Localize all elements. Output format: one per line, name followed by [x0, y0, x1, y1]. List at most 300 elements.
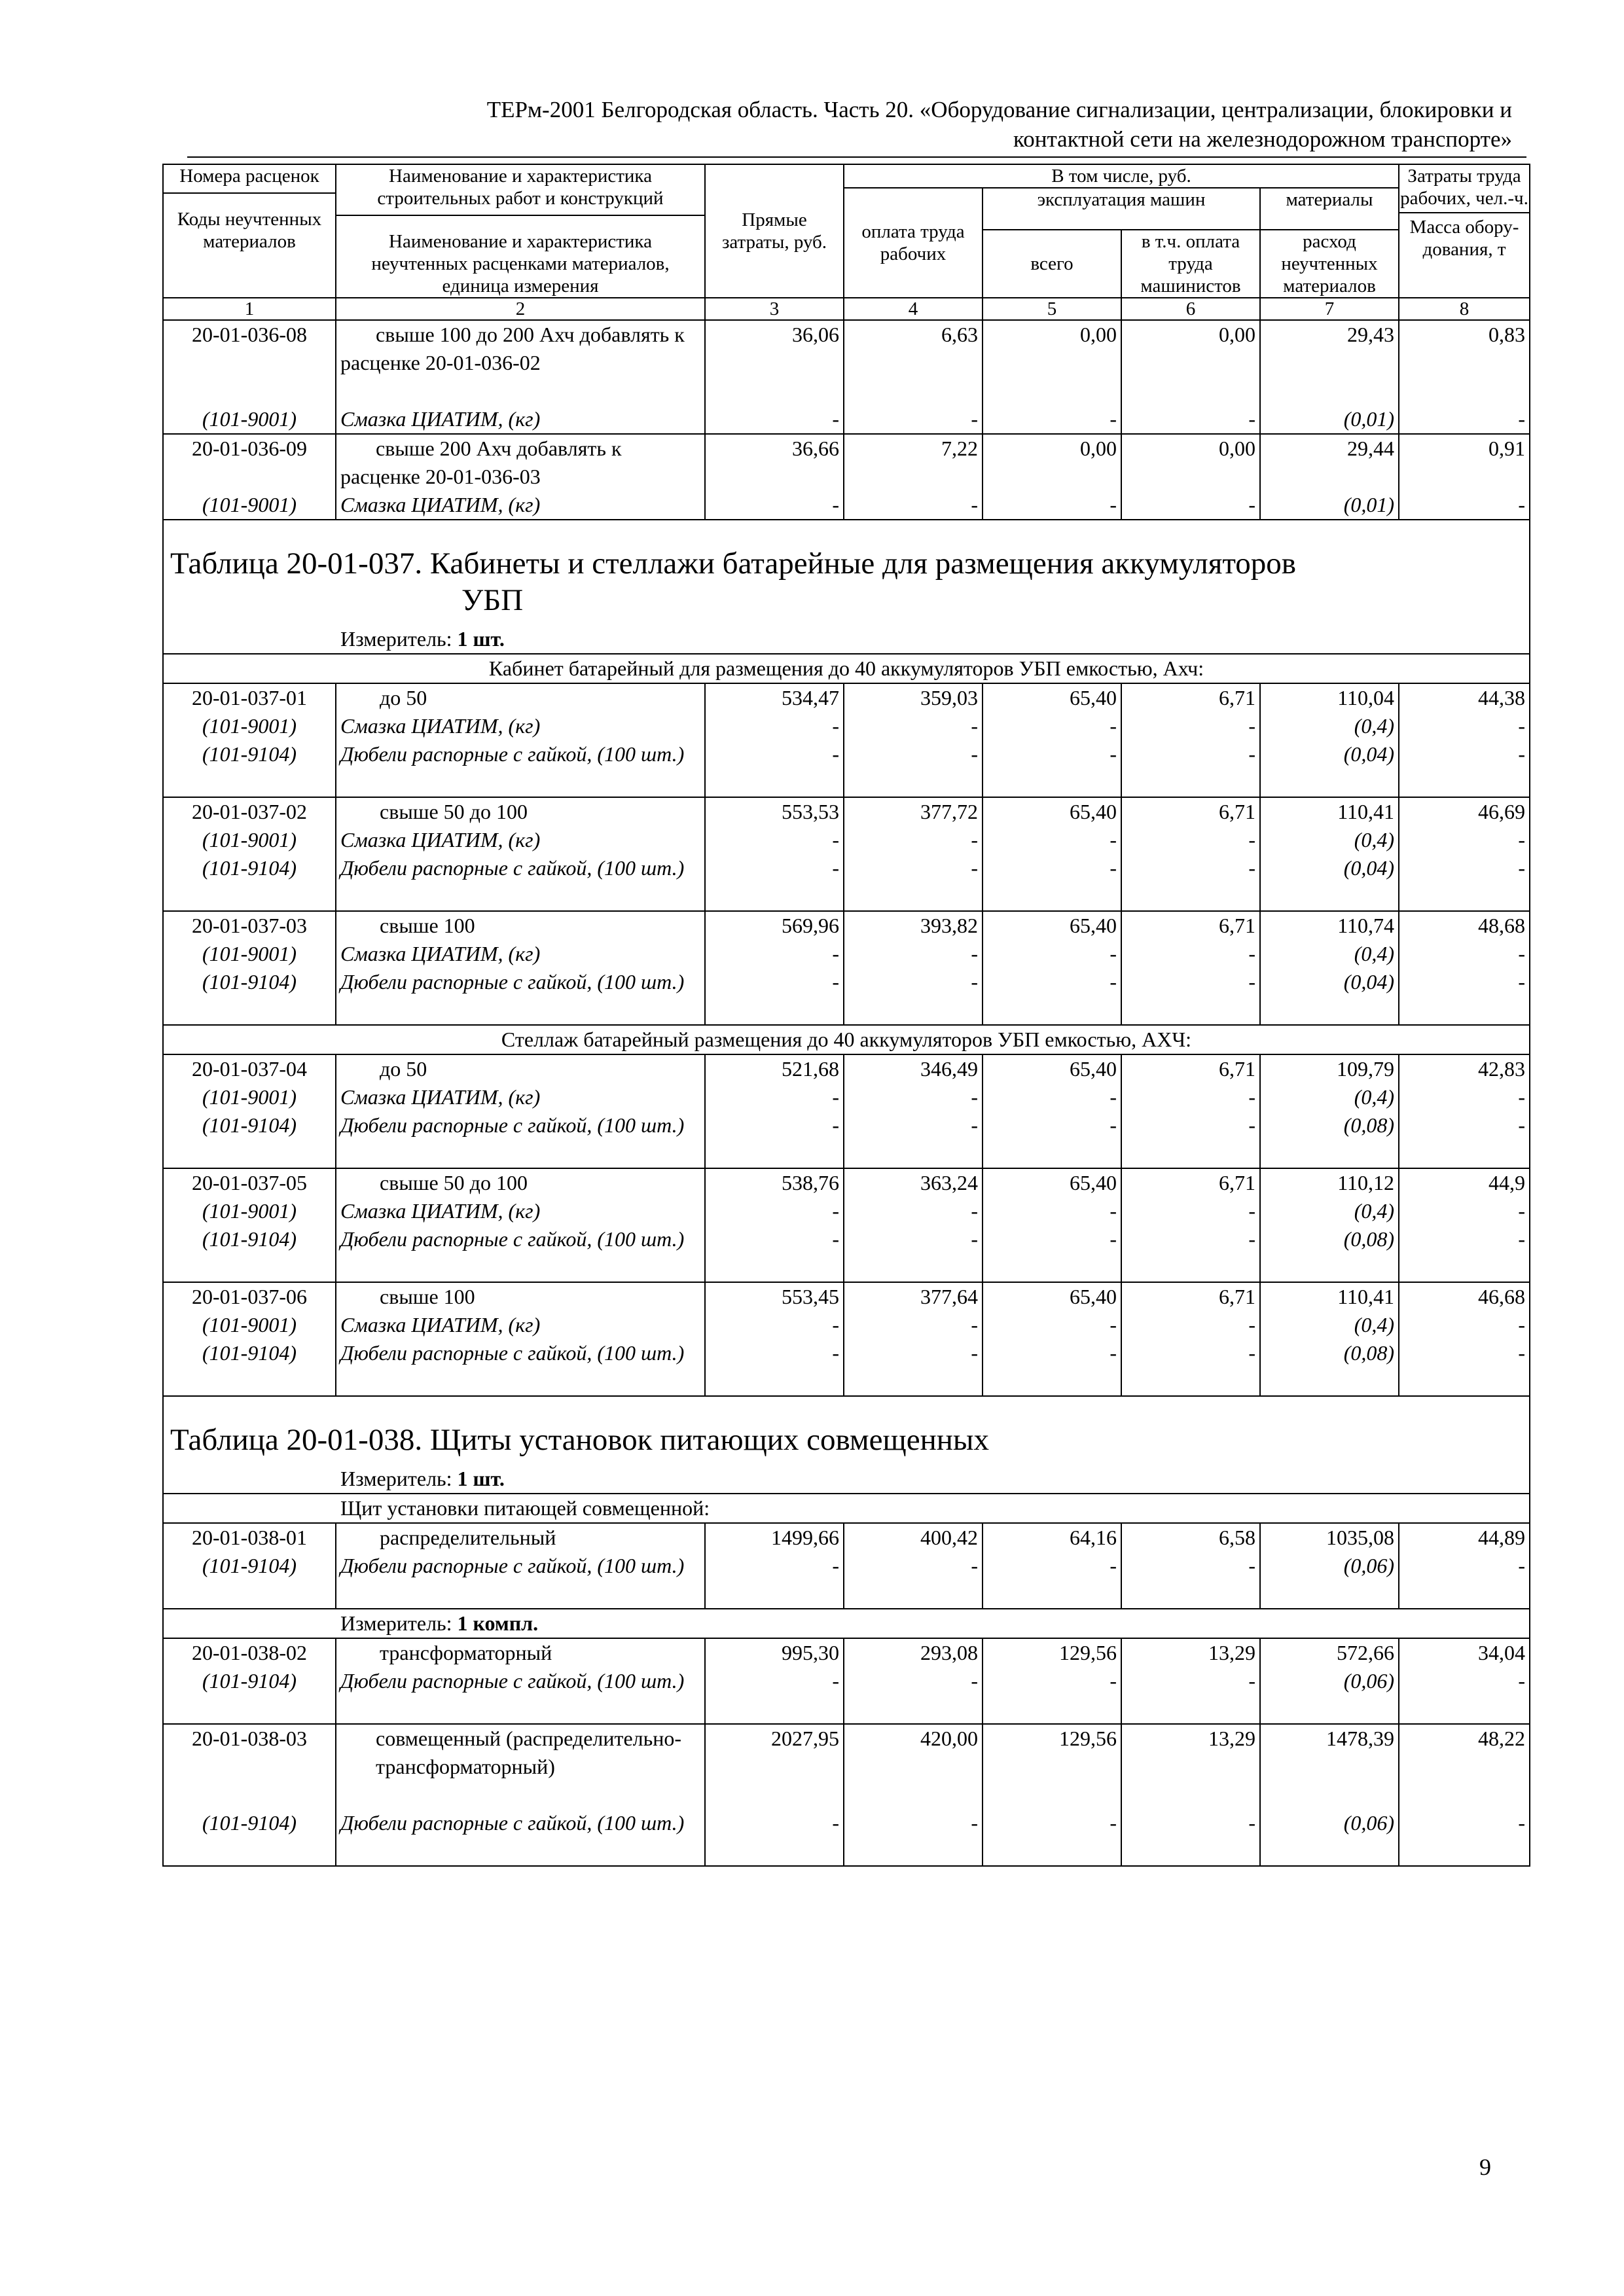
table-cell	[1121, 434, 1260, 520]
measure-label: Измеритель:	[340, 1467, 452, 1490]
cell-value: 393,82	[920, 914, 978, 937]
dash: -	[1518, 828, 1525, 852]
cell-value: (101-9104)	[202, 1341, 297, 1365]
dash: -	[832, 1811, 839, 1835]
dash: -	[971, 493, 978, 516]
cell-value: 1035,08	[1326, 1526, 1394, 1549]
dash: -	[1110, 1113, 1117, 1137]
rate-name: свыше 100	[380, 914, 475, 937]
direct-cost: 534,47	[782, 686, 839, 709]
cell-value: 48,68	[1478, 914, 1525, 937]
group-heading: Щит установки питающей совмещенной:	[163, 1494, 1530, 1523]
cell-value: 34,04	[1478, 1641, 1525, 1664]
rate-row	[163, 434, 1530, 520]
cell-value: (101-9104)	[202, 856, 297, 880]
dash: -	[971, 1199, 978, 1223]
material-code: (101-9001)	[202, 714, 297, 738]
cell-value: 6,71	[1219, 1285, 1255, 1308]
col-number: 2	[336, 298, 705, 320]
dash: -	[1518, 1554, 1525, 1577]
cell-value: Дюбели распорные с гайкой, (100 шт.)	[340, 1227, 685, 1251]
cell-value: (0,04)	[1343, 970, 1394, 994]
dash: -	[1518, 1669, 1525, 1693]
rate-row	[163, 797, 1530, 911]
rate-code: 20-01-036-08	[192, 323, 307, 346]
measure-unit	[163, 1609, 1530, 1638]
rate-name: свыше 100 до 200 Ахч добавлять к расценке 20-01-036-02	[340, 323, 685, 374]
table-cell	[1260, 1054, 1399, 1168]
machines-total: 0,00	[1080, 437, 1117, 460]
dash: -	[1110, 942, 1117, 965]
page-number: 9	[1479, 2154, 1491, 2180]
rate-row	[163, 1724, 1530, 1866]
cell-value: Дюбели распорные с гайкой, (100 шт.)	[340, 1341, 685, 1365]
table-cell	[163, 1282, 336, 1396]
dash: -	[832, 1313, 839, 1336]
table-cell	[983, 1054, 1121, 1168]
rate-row	[163, 1638, 1530, 1724]
cell-value: 42,83	[1478, 1057, 1525, 1081]
table-cell	[1399, 1638, 1530, 1724]
dash: -	[971, 1554, 978, 1577]
col8-header-bottom: Масса обору-дования, т	[1409, 217, 1519, 260]
cell-value: 64,16	[1070, 1526, 1117, 1549]
col1-header-top: Номера расценок	[164, 165, 335, 194]
cell-value: 13,29	[1208, 1727, 1255, 1750]
material-qty: (0,01)	[1343, 493, 1394, 516]
materials-header: материалы	[1260, 188, 1399, 230]
table-cell	[336, 683, 705, 797]
dash: -	[1518, 1113, 1525, 1137]
table-cell	[1121, 1638, 1260, 1724]
col8-header	[1399, 164, 1530, 298]
table-cell	[1399, 1168, 1530, 1282]
material-name: Смазка ЦИАТИМ, (кг)	[340, 493, 541, 516]
table-cell	[1121, 1523, 1260, 1609]
table-cell	[1121, 320, 1260, 434]
measure-unit	[163, 1465, 1530, 1494]
table-cell	[1260, 797, 1399, 911]
dash: -	[1248, 407, 1255, 431]
header-rule	[187, 156, 1526, 158]
dash: -	[971, 714, 978, 738]
table-cell	[1260, 434, 1399, 520]
table-cell	[336, 1054, 705, 1168]
rate-name: свыше 200 Ахч добавлять к расценке 20-01-036-03	[340, 437, 622, 488]
table-cell	[1121, 911, 1260, 1025]
dash: -	[1518, 942, 1525, 965]
cell-value: (101-9104)	[202, 1113, 297, 1137]
cell-value: 44,89	[1478, 1526, 1525, 1549]
cell-value: Дюбели распорные с гайкой, (100 шт.)	[340, 856, 685, 880]
table037-title-row	[163, 520, 1530, 625]
col-number: 4	[844, 298, 983, 320]
machinists-pay: 6,71	[1219, 686, 1255, 709]
cell-value: 995,30	[782, 1641, 839, 1664]
table-cell	[1399, 320, 1530, 434]
table-cell	[1121, 1282, 1260, 1396]
table-cell	[163, 1638, 336, 1724]
table-cell	[983, 434, 1121, 520]
machines-total: 0,00	[1080, 323, 1117, 346]
measure-label: Измеритель:	[340, 1611, 452, 1635]
cell-value: 553,45	[782, 1285, 839, 1308]
table-cell	[1399, 683, 1530, 797]
dash: -	[971, 1341, 978, 1365]
measure-value: 1 шт.	[457, 627, 505, 651]
col4-header: оплата труда рабочих	[844, 188, 983, 298]
rate-row	[163, 1523, 1530, 1609]
table-cell	[844, 1523, 983, 1609]
material-name: Смазка ЦИАТИМ, (кг)	[340, 714, 541, 738]
table-cell	[163, 683, 336, 797]
dash: -	[1110, 1199, 1117, 1223]
group-row	[163, 1025, 1530, 1054]
table-cell	[983, 1638, 1121, 1724]
labor-hours: 0,83	[1489, 323, 1525, 346]
cell-value: 6,71	[1219, 1057, 1255, 1081]
table-cell	[705, 797, 844, 911]
rate-name: свыше 50 до 100	[380, 1171, 528, 1194]
table-cell	[705, 1638, 844, 1724]
table038-title-row	[163, 1396, 1530, 1465]
rate-name: совмещенный (распределительно-трансформаторный)	[376, 1727, 682, 1778]
group-row	[163, 654, 1530, 683]
cell-value: (0,4)	[1354, 942, 1394, 965]
cell-value: Дюбели распорные с гайкой, (100 шт.)	[340, 1554, 685, 1577]
dash: -	[832, 1085, 839, 1109]
cell-value: Смазка ЦИАТИМ, (кг)	[340, 1313, 541, 1336]
dash: -	[1518, 1313, 1525, 1336]
incl-header: В том числе, руб.	[844, 164, 1399, 188]
cell-value: 6,58	[1219, 1526, 1255, 1549]
cell-value: Смазка ЦИАТИМ, (кг)	[340, 942, 541, 965]
dash: -	[971, 1085, 978, 1109]
rate-code-cell	[163, 320, 336, 434]
col-number: 7	[1260, 298, 1399, 320]
dash: -	[971, 1811, 978, 1835]
table-cell	[844, 683, 983, 797]
table-cell	[844, 320, 983, 434]
group-heading: Стеллаж батарейный размещения до 40 аккумуляторов УБП емкостью, АХЧ:	[163, 1025, 1530, 1054]
table037-title	[163, 520, 1530, 625]
dash: -	[832, 1199, 839, 1223]
table-cell	[1260, 1168, 1399, 1282]
dash: -	[1518, 742, 1525, 766]
table-cell	[163, 1724, 336, 1866]
material-code: (101-9104)	[202, 742, 297, 766]
cell-value: 2027,95	[771, 1727, 839, 1750]
dash: -	[1248, 970, 1255, 994]
dash: -	[832, 970, 839, 994]
table-cell	[844, 1168, 983, 1282]
group-heading: Кабинет батарейный для размещения до 40 аккумуляторов УБП емкостью, Ахч:	[163, 654, 1530, 683]
rate-name: трансформаторный	[380, 1641, 552, 1664]
cell-value: (101-9104)	[202, 970, 297, 994]
dash: -	[1110, 493, 1117, 516]
cell-value: Дюбели распорные с гайкой, (100 шт.)	[340, 1113, 685, 1137]
cell-value: 538,76	[782, 1171, 839, 1194]
rate-row	[163, 1054, 1530, 1168]
cell-value: (0,4)	[1354, 714, 1394, 738]
cell-value: (0,08)	[1343, 1227, 1394, 1251]
dash: -	[1110, 856, 1117, 880]
table-cell	[1121, 1054, 1260, 1168]
col8-header-top: Затраты труда рабочих, чел.-ч.	[1399, 165, 1529, 213]
table-cell	[336, 1724, 705, 1866]
cell-value: (0,4)	[1354, 828, 1394, 852]
dash: -	[1248, 742, 1255, 766]
dash: -	[832, 742, 839, 766]
rate-name: свыше 100	[380, 1285, 475, 1308]
machines-total: 65,40	[1070, 686, 1117, 709]
cell-value: (101-9001)	[202, 942, 297, 965]
material-name: Смазка ЦИАТИМ, (кг)	[340, 407, 541, 431]
cell-value: Дюбели распорные с гайкой, (100 шт.)	[340, 970, 685, 994]
dash: -	[832, 407, 839, 431]
cell-value: 110,12	[1337, 1171, 1394, 1194]
cell-value: (101-9104)	[202, 1554, 297, 1577]
dash: -	[1518, 970, 1525, 994]
cell-value: 400,42	[920, 1526, 978, 1549]
materials-cost: 110,04	[1337, 686, 1394, 709]
dash: -	[832, 856, 839, 880]
dash: -	[1518, 856, 1525, 880]
cell-value: Смазка ЦИАТИМ, (кг)	[340, 828, 541, 852]
header-row-1	[163, 164, 1530, 188]
dash: -	[971, 407, 978, 431]
dash: -	[1518, 1227, 1525, 1251]
table-cell	[336, 1638, 705, 1724]
dash: -	[1248, 1811, 1255, 1835]
cell-value: (0,04)	[1343, 856, 1394, 880]
table-cell	[705, 320, 844, 434]
dash: -	[1248, 828, 1255, 852]
cell-value: (0,04)	[1343, 742, 1394, 766]
table-cell	[983, 1168, 1121, 1282]
labor-hours: 44,38	[1478, 686, 1525, 709]
col7-header: расход неучтенных материалов	[1260, 230, 1399, 298]
machinists-pay: 0,00	[1219, 437, 1255, 460]
table-cell	[163, 1168, 336, 1282]
cell-value: (0,08)	[1343, 1341, 1394, 1365]
table-cell	[1399, 1282, 1530, 1396]
rate-code: 20-01-038-03	[192, 1727, 307, 1750]
dash: -	[1518, 1085, 1525, 1109]
dash: -	[832, 828, 839, 852]
cell-value: (0,08)	[1343, 1113, 1394, 1137]
rate-code: 20-01-038-01	[192, 1526, 307, 1549]
dash: -	[971, 970, 978, 994]
dash: -	[1110, 714, 1117, 738]
table-cell	[983, 797, 1121, 911]
table-cell	[705, 1168, 844, 1282]
table-cell	[336, 1523, 705, 1609]
table-cell	[983, 1724, 1121, 1866]
dash: -	[1248, 856, 1255, 880]
cell-value: 44,9	[1489, 1171, 1525, 1194]
col3-header: Прямые затраты, руб.	[705, 164, 844, 298]
col2-header-bottom: Наименование и характеристика неучтенных расценками материалов, единица измерения	[371, 231, 670, 296]
measure-label: Измеритель:	[340, 627, 452, 651]
table-cell	[844, 1638, 983, 1724]
col1-header	[163, 164, 336, 298]
table-cell	[844, 1724, 983, 1866]
col-number: 6	[1121, 298, 1260, 320]
table-cell	[1399, 1054, 1530, 1168]
table-cell	[844, 1282, 983, 1396]
dash: -	[1110, 1554, 1117, 1577]
dash: -	[832, 942, 839, 965]
dash: -	[1518, 1199, 1525, 1223]
cell-value: 569,96	[782, 914, 839, 937]
table-cell	[1121, 1724, 1260, 1866]
cell-value: 13,29	[1208, 1641, 1255, 1664]
cell-value: 346,49	[920, 1057, 978, 1081]
material-code: (101-9001)	[202, 407, 297, 431]
table-cell	[705, 1282, 844, 1396]
cell-value: 521,68	[782, 1057, 839, 1081]
rate-name-cell	[336, 320, 705, 434]
cell-value: 109,79	[1337, 1057, 1394, 1081]
labor-pay: 359,03	[920, 686, 978, 709]
rate-name: до 50	[380, 1057, 427, 1081]
material-qty: (0,01)	[1343, 407, 1394, 431]
cell-value: (101-9104)	[202, 1227, 297, 1251]
dash: -	[1518, 493, 1525, 516]
table-cell	[1121, 797, 1260, 911]
dash: -	[971, 942, 978, 965]
measure-value: 1 шт.	[457, 1467, 505, 1490]
cell-value: 65,40	[1070, 800, 1117, 823]
dash: -	[832, 1341, 839, 1365]
table-cell	[1399, 797, 1530, 911]
direct-cost: 36,06	[792, 323, 839, 346]
table-cell	[1260, 1523, 1399, 1609]
table-cell	[336, 911, 705, 1025]
dash: -	[1248, 1669, 1255, 1693]
table-cell	[1260, 1724, 1399, 1866]
table-cell	[983, 683, 1121, 797]
table-cell	[1399, 434, 1530, 520]
table-cell	[336, 1282, 705, 1396]
rate-row	[163, 320, 1530, 434]
cell-value: 293,08	[920, 1641, 978, 1664]
dash: -	[971, 1313, 978, 1336]
dash: -	[971, 828, 978, 852]
table-cell	[705, 1523, 844, 1609]
rate-code: 20-01-038-02	[192, 1641, 307, 1664]
materials-cost: 29,43	[1347, 323, 1394, 346]
cell-value: 377,64	[920, 1285, 978, 1308]
dash: -	[1110, 1313, 1117, 1336]
column-numbers-row	[163, 298, 1530, 320]
dash: -	[1518, 1811, 1525, 1835]
table-cell	[163, 1054, 336, 1168]
dash: -	[832, 1113, 839, 1137]
table-cell	[705, 911, 844, 1025]
table037-title-line2: УБП	[461, 583, 524, 617]
dash: -	[1248, 1113, 1255, 1137]
cell-value: 1478,39	[1326, 1727, 1394, 1750]
cell-value: (0,06)	[1343, 1811, 1394, 1835]
dash: -	[1110, 1085, 1117, 1109]
table-cell	[844, 911, 983, 1025]
cell-value: (101-9001)	[202, 1199, 297, 1223]
machines-header: эксплуатация машин	[983, 188, 1260, 230]
dash: -	[971, 742, 978, 766]
running-header	[170, 95, 1512, 154]
dash: -	[971, 1227, 978, 1251]
direct-cost: 36,66	[792, 437, 839, 460]
table-cell	[983, 911, 1121, 1025]
table-cell	[1399, 911, 1530, 1025]
cell-value: (0,06)	[1343, 1554, 1394, 1577]
machinists-pay: 0,00	[1219, 323, 1255, 346]
col-number: 8	[1399, 298, 1530, 320]
rate-name: свыше 50 до 100	[380, 800, 528, 823]
cell-value: (101-9001)	[202, 1085, 297, 1109]
table-cell	[983, 1282, 1121, 1396]
cell-value: 48,22	[1478, 1727, 1525, 1750]
dash: -	[1110, 1811, 1117, 1835]
table-cell	[705, 1724, 844, 1866]
dash: -	[1110, 970, 1117, 994]
dash: -	[971, 1669, 978, 1693]
running-header-line2: контактной сети на железнодорожном транспорте»	[1013, 126, 1512, 152]
col2-header-top: Наименование и характеристика строительных работ и конструкций	[336, 165, 704, 216]
col-number: 3	[705, 298, 844, 320]
cell-value: (0,4)	[1354, 1313, 1394, 1336]
cell-value: 1499,66	[771, 1526, 839, 1549]
table-cell	[983, 320, 1121, 434]
dash: -	[832, 1227, 839, 1251]
dash: -	[1110, 1669, 1117, 1693]
col2-header	[336, 164, 705, 298]
cell-value: 572,66	[1337, 1641, 1394, 1664]
dash: -	[1248, 1341, 1255, 1365]
cell-value: 129,56	[1059, 1727, 1117, 1750]
rate-code: 20-01-037-02	[192, 800, 307, 823]
table-cell	[705, 683, 844, 797]
dash: -	[832, 714, 839, 738]
materials-cost: 29,44	[1347, 437, 1394, 460]
table-cell	[1260, 1638, 1399, 1724]
cell-value: 420,00	[920, 1727, 978, 1750]
group-row	[163, 1494, 1530, 1523]
rate-row	[163, 1282, 1530, 1396]
cell-value: (101-9001)	[202, 1313, 297, 1336]
dash: -	[832, 493, 839, 516]
dash: -	[1518, 1341, 1525, 1365]
table-cell	[163, 434, 336, 520]
table-cell	[844, 434, 983, 520]
table-cell	[163, 1523, 336, 1609]
dash: -	[1110, 828, 1117, 852]
dash: -	[1248, 1085, 1255, 1109]
cell-value: Смазка ЦИАТИМ, (кг)	[340, 1085, 541, 1109]
col-number: 5	[983, 298, 1121, 320]
cell-value: (0,4)	[1354, 1085, 1394, 1109]
dash: -	[971, 1113, 978, 1137]
dash: -	[1248, 493, 1255, 516]
table038-measure-row	[163, 1465, 1530, 1494]
labor-hours: 0,91	[1489, 437, 1525, 460]
labor-pay: 6,63	[941, 323, 978, 346]
dash: -	[832, 1669, 839, 1693]
cell-value: 65,40	[1070, 1171, 1117, 1194]
dash: -	[1518, 714, 1525, 738]
